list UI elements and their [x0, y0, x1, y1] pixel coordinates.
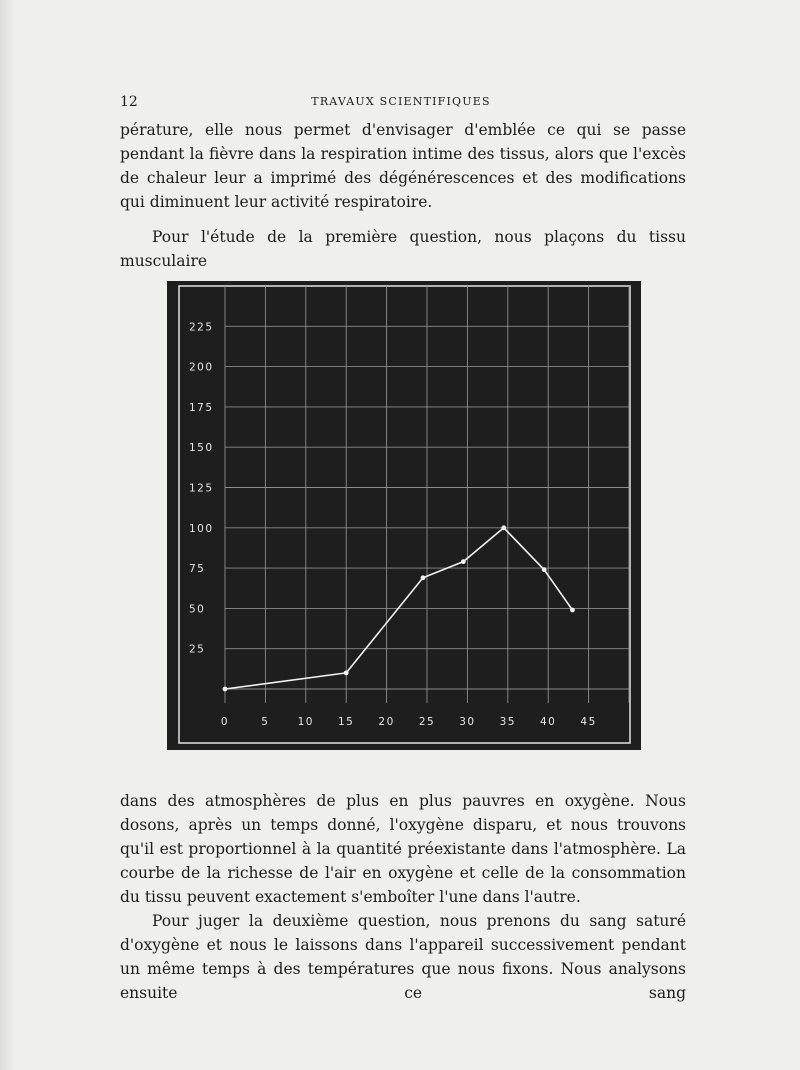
x-tick-label: 10	[297, 716, 314, 728]
y-tick-label: 200	[189, 361, 214, 374]
paragraph-first-question: Pour l'étude de la première question, nous plaçons du tissu musculaire	[120, 228, 686, 270]
x-tick-label: 15	[338, 716, 355, 728]
y-tick-label: 75	[189, 563, 206, 576]
y-tick-label: 25	[189, 643, 206, 656]
data-point	[421, 575, 426, 580]
page-edge-shadow	[0, 0, 14, 1070]
data-point	[344, 670, 349, 675]
x-tick-label: 25	[418, 716, 436, 728]
paragraph-oxygen-atmospheres: dans des atmosphères de plus en plus pauvres en oxygène. Nous dosons, après un temps donné, l'oxygène disparu, et nous trouvons qu'il est proportionnel à la quantité préexistante dans l'atmosphère. La courbe de la richesse de l'air en oxygène et celle de la consommation du tissu peuvent exactement s'emboîter l'une dans l'autre.	[120, 792, 686, 906]
y-tick-label: 175	[189, 401, 214, 414]
data-point	[461, 559, 466, 564]
data-point	[501, 525, 506, 530]
x-tick-label: 40	[540, 716, 557, 728]
x-tick-label: 5	[261, 716, 270, 728]
x-tick-label: 35	[499, 716, 516, 728]
oxygen-consumption-chart	[167, 281, 641, 750]
running-title: TRAVAUX SCIENTIFIQUES	[311, 95, 491, 108]
data-point	[570, 608, 575, 613]
x-tick-label: 0	[220, 716, 230, 728]
y-tick-label: 100	[189, 522, 214, 535]
chart-plot	[167, 281, 641, 750]
data-point	[542, 567, 547, 572]
paragraph-fever-respiration: pérature, elle nous permet d'envisager d'emblée ce qui se passe pendant la fièvre dans la respiration intime des tissus, alors que l'excès de chaleur leur a imprimé des dégénérescences et des modifications qui diminuent leur activité respiratoire.	[120, 121, 686, 211]
chart-frame	[179, 286, 630, 743]
x-tick-label: 20	[378, 716, 395, 728]
y-tick-label: 225	[189, 321, 214, 334]
x-tick-label: 30	[459, 716, 476, 728]
y-tick-label: 150	[189, 442, 214, 455]
page-number: 12	[120, 94, 138, 110]
x-tick-label: 45	[580, 716, 597, 728]
data-point	[223, 687, 228, 692]
y-tick-label: 50	[189, 603, 206, 616]
running-header	[120, 94, 682, 112]
paragraph-second-question: Pour juger la deuxième question, nous prenons du sang saturé d'oxygène et nous le laissons dans l'appareil successivement pendant un même temps à des températures que nous fixons. Nous analysons ensuite ce sang	[120, 912, 686, 1002]
y-tick-label: 125	[189, 482, 214, 495]
